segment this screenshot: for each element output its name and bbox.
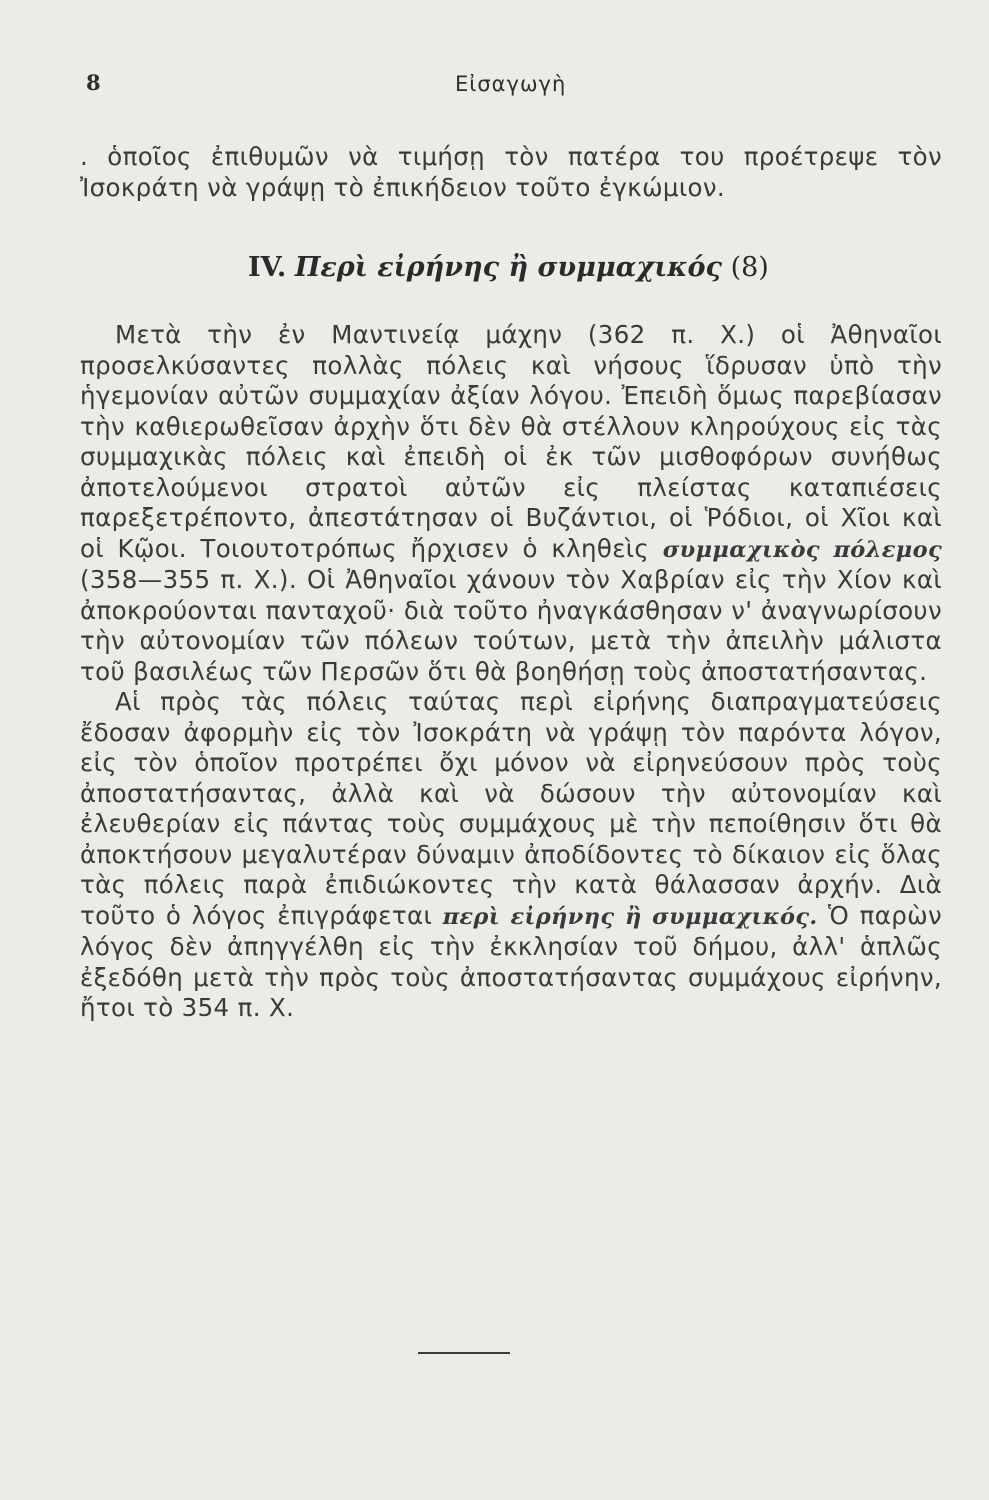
section-body bbox=[80, 320, 942, 1024]
section-numeral: IV. bbox=[248, 252, 287, 283]
section-title: Περὶ εἰρήνης ἢ συμμαχικός bbox=[294, 252, 722, 283]
section-number: (8) bbox=[730, 252, 769, 283]
paragraph-2 bbox=[80, 687, 942, 1024]
running-head: Εἰσαγωγὴ bbox=[455, 72, 567, 96]
paragraph-2-part-1: Αἱ πρὸς τὰς πόλεις ταύτας περὶ εἰρήνης διαπραγματεύσεις ἔδοσαν ἀφορμὴν εἰς τὸν Ἰσοκράτη νὰ γράψῃ τὸν παρόντα λόγον, εἰς τὸν ὁποῖον προτρέπει ὄχι μόνον νὰ εἰρηνεύσουν πρὸς τοὺς ἀποστατήσαντας, ἀλλὰ καὶ νὰ δώσουν τὴν αὐτονομίαν καὶ ἐλευθερίαν εἰς πάντας τοὺς συμμάχους μὲ τὴν πεποίθησιν ὅτι θὰ ἀποκτήσουν μεγαλυτέραν δύναμιν ἀποδίδοντες τὸ δίκαιον εἰς ὅλας τὰς πόλεις παρὰ ἐπιδιώκοντες τὴν κατὰ θάλασσαν ἀρχήν. Διὰ τοῦτο ὁ λόγος ἐπιγράφεται bbox=[80, 687, 942, 930]
paragraph-1-part-2: (358—355 π. Χ.). Οἱ Ἀθηναῖοι χάνουν τὸν Χαβρίαν εἰς τὴν Χίον καὶ ἀποκρούονται πανταχοῦ· διὰ τοῦτο ἠναγκάσθησαν ν' ἀναγνωρίσουν τὴν αὐτονομίαν τῶν πόλεων τούτων, μετὰ τὴν ἀπειλὴν μάλιστα τοῦ βασιλέως τῶν Περσῶν ὅτι θὰ βοηθήσῃ τοὺς ἀποστατήσαντας. bbox=[80, 565, 942, 686]
paragraph-1 bbox=[80, 320, 942, 687]
paragraph-2-part-2: Ὁ παρὼν λόγος δὲν ἀπηγγέλθη εἰς τὴν ἐκκλησίαν τοῦ δήμου, ἀλλ' ἁπλῶς ἐξεδόθη μετὰ τὴν πρὸς τοὺς ἀποστατήσαντας συμμάχους εἰρήνην, ἤτοι τὸ 354 π. Χ. bbox=[80, 900, 942, 1022]
intro-continuation-text: . ὁποῖος ἐπιθυμῶν νὰ τιμήσῃ τὸν πατέρα του προέτρεψε τὸν Ἰσοκράτη νὰ γράψῃ τὸ ἐπικήδειον τοῦτο ἐγκώμιον. bbox=[80, 142, 942, 202]
page-number: 8 bbox=[86, 70, 101, 95]
paragraph-2-emphasis: περὶ εἰρήνης ἢ συμμαχικός. bbox=[442, 903, 818, 930]
paragraph-1-part-1: Μετὰ τὴν ἐν Μαντινείᾳ μάχην (362 π. Χ.) οἱ Ἀθηναῖοι προσελκύσαντες πολλὰς πόλεις καὶ νήσους ἵδρυσαν ὑπὸ τὴν ἡγεμονίαν αὐτῶν συμμαχίαν ἀξίαν λόγου. Ἐπειδὴ ὅμως παρεβίασαν τὴν καθιερωθεῖσαν ἀρχὴν ὅτι δὲν θὰ στέλλουν κληρούχους εἰς τὰς συμμαχικὰς πόλεις καὶ ἐπειδὴ οἱ ἐκ τῶν μισθοφόρων συνήθως ἀποτελούμενοι στρατοὶ αὐτῶν εἰς πλείστας καταπιέσεις παρεξετρέποντο, ἀπεστάτησαν οἱ Βυζάντιοι, οἱ Ῥόδιοι, οἱ Χῖοι καὶ οἱ Κῷοι. Τοιουτοτρόπως ἤρχισεν ὁ κληθεὶς bbox=[80, 320, 942, 563]
section-heading bbox=[248, 252, 769, 283]
paragraph-1-emphasis: συμμαχικὸς πόλεμος bbox=[662, 536, 943, 563]
end-rule bbox=[418, 1352, 510, 1354]
intro-continuation bbox=[80, 142, 942, 203]
